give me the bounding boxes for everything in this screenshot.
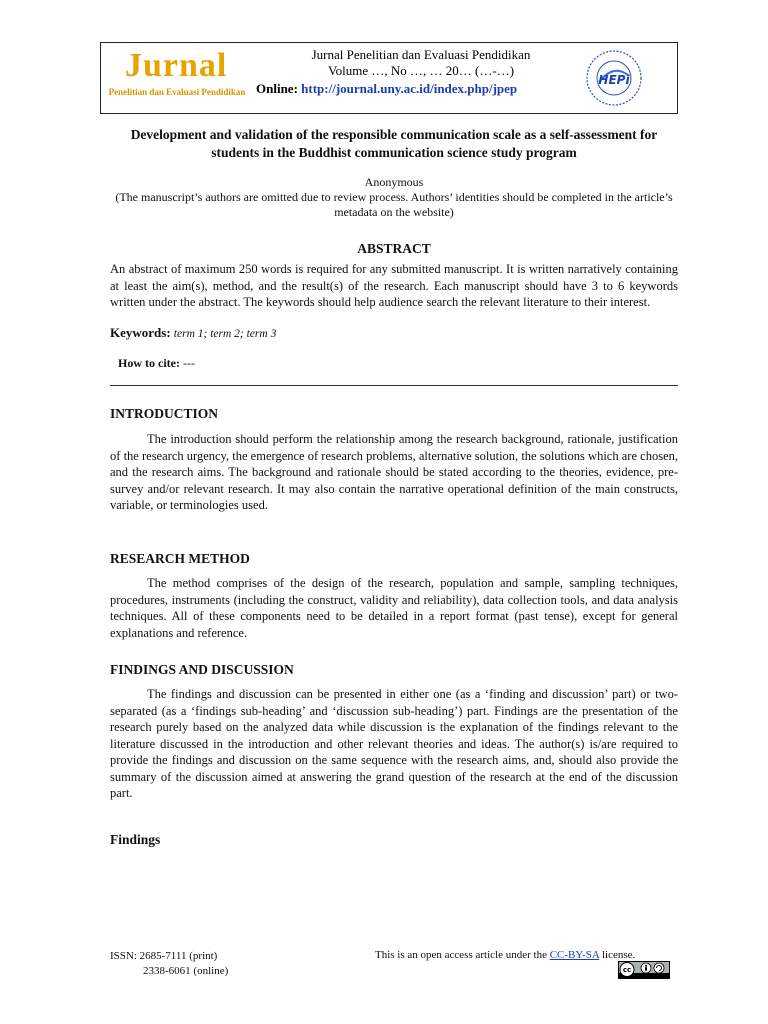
- findings-subheading: Findings: [110, 832, 161, 847]
- article-title: Development and validation of the responsible communication scale as a self-assessment for students in the Buddhist communication science study program: [130, 127, 658, 160]
- online-label: Online:: [256, 81, 298, 96]
- issn-print: ISSN: 2685-7111 (print): [110, 950, 218, 962]
- issn-online: 2338-6061 (online): [143, 965, 229, 977]
- journal-volume: Volume …, No …, … 20… (…-…): [327, 63, 515, 78]
- findings-paragraph: The findings and discussion can be presented in either one (as a ‘finding and discussion’ part) or two-separated (as a ‘findings sub-heading’ and ‘discussion sub-heading’) part. Findings are the presentation of the research purely based on the analyzed data while discussion is the explanation of the findings relevant to the literature discussed in the introduction and other relevant theories and ideas. The author(s) is/are required to provide the findings and discussion on the same sequence with the research aims, and, should also provide the summary of the discussion aimed at answering the grand question of the research at the end of the discussion part.: [110, 687, 678, 800]
- logo-subtitle: Penelitian dan Evaluasi Pendidikan: [108, 87, 246, 97]
- license-link[interactable]: CC-BY-SA: [549, 949, 600, 961]
- license-line: [375, 949, 635, 961]
- intro-paragraph: The introduction should perform the relationship among the research background, rationale, justification of the research urgency, the emergence of research problems, alternative solution, the solutions which are chosen, and the research aims. The background and rationale should be stated according to the theories, evidence, pre-survey and/or relevant research. It may also contain the narrative operational definition of the main constructs, variable, or terminologies used.: [110, 432, 678, 512]
- findings-heading: FINDINGS AND DISCUSSION: [110, 662, 294, 677]
- cc-text: cc: [622, 966, 632, 974]
- cite-line: [118, 356, 195, 371]
- journal-header: [100, 42, 678, 114]
- keywords-line: [110, 325, 678, 341]
- online-line: [251, 81, 591, 97]
- journal-logo: [103, 47, 251, 101]
- hepi-text: HEPi: [598, 73, 630, 87]
- author-name: Anonymous: [364, 175, 424, 189]
- logo-word: Jurnal: [125, 47, 228, 84]
- cite-value: ---: [182, 356, 195, 370]
- method-paragraph: The method comprises of the design of the research, population and sample, sampling techniques, procedures, instruments (including the construct, validity and reliability), data collection tools, and data analysis techniques. All of these components need to be detailed in a report format (past tense), except for general explanations and reference.: [110, 576, 678, 640]
- keywords-value: term 1; term 2; term 3: [173, 328, 277, 340]
- cite-label: How to cite:: [118, 356, 180, 370]
- journal-name: Jurnal Penelitian dan Evaluasi Pendidikan: [311, 47, 531, 62]
- method-heading: RESEARCH METHOD: [110, 551, 250, 566]
- author-note: (The manuscript’s authors are omitted due to review process. Authors’ identities should be completed in the article’s metadata on the website): [115, 190, 673, 219]
- cc-by-sa-badge[interactable]: [618, 961, 670, 979]
- divider: [110, 385, 678, 386]
- abstract-text: An abstract of maximum 250 words is required for any submitted manuscript. It is written narratively containing at least the aim(s), method, and the result(s) of the research. Each manuscript should have 3 to 6 keywords written under the abstract. The keywords should help audience search the relevant literature to their interest.: [110, 262, 678, 309]
- keywords-label: Keywords:: [110, 325, 171, 340]
- journal-info: [251, 47, 591, 97]
- hepi-logo: [585, 49, 643, 107]
- journal-url-link[interactable]: http://journal.uny.ac.id/index.php/jpep: [301, 81, 518, 96]
- sa-icon: [654, 963, 664, 973]
- abstract-heading: ABSTRACT: [357, 241, 431, 256]
- author-block: [110, 175, 678, 220]
- license-pre: This is an open access article under the: [375, 949, 550, 961]
- license-post: license.: [599, 949, 636, 961]
- issn-block: [110, 949, 228, 979]
- intro-heading: INTRODUCTION: [110, 406, 219, 421]
